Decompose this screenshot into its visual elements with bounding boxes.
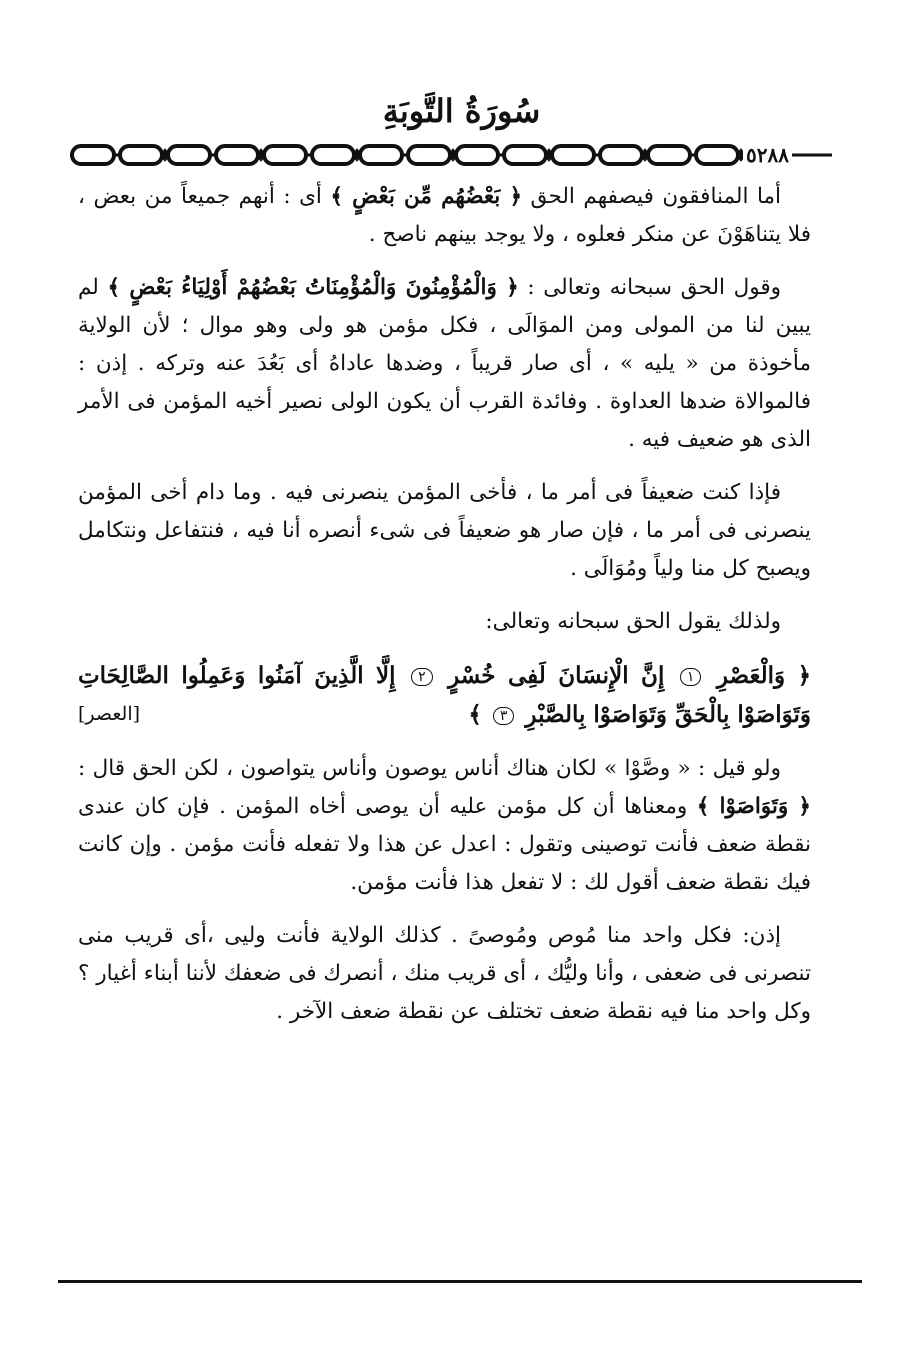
chain-link xyxy=(216,146,258,164)
paragraph-2-text-a: وقول الحق سبحانه وتعالى : xyxy=(518,275,781,300)
chain-link xyxy=(120,146,162,164)
chain-link xyxy=(168,146,210,164)
chain-link xyxy=(264,146,306,164)
paragraph-3: فإذا كنت ضعيفاً فى أمر ما ، فأخى المؤمن ينصرنى فيه . وما دام أخى المؤمن ينصرنى فى أمر ما ، فإن صار هو ضعيفاً فى شىء أنصره أنا فيه ، فنتفاعل ونتكامل ويصبح كل منا ولياً ومُوَالَى . xyxy=(78,480,811,581)
chain-link xyxy=(456,146,498,164)
paragraph-2-quote: ﴿ وَالْمُؤْمِنُونَ وَالْمُؤْمِنَاتُ بَعْضُهُمْ أَوْلِيَاءُ بَعْضٍ ﴾ xyxy=(107,275,519,300)
chain-link xyxy=(360,146,402,164)
paragraph-6: إذن: فكل واحد منا مُوص ومُوصىً . كذلك الولاية فأنت وليى ،أى قريب منى تنصرنى فى ضعفى ، وأنا وليُّك ، أى قريب منك ، أنصرك فى ضعفك لأننا أبناء أغيار ؟ وكل واحد منا فيه نقطة ضعف تختلف عن نقطة ضعف الآخر . xyxy=(78,923,811,1024)
page-body xyxy=(78,178,811,1046)
chain-link xyxy=(648,146,690,164)
paragraph-1-quote: ﴿ بَعْضُهُم مِّن بَعْضٍ ﴾ xyxy=(330,184,523,209)
paragraph-4: ولذلك يقول الحق سبحانه وتعالى: xyxy=(485,609,781,634)
paragraph-5-text-a: ولو قيل : « وصَّوْا » لكان هناك أناس يوصون وأناس يتواصون ، لكن الحق قال : xyxy=(78,756,781,781)
quran-verse-2: إِنَّ الْإِنسَانَ لَفِى خُسْرٍ xyxy=(448,662,665,689)
paragraph-1 xyxy=(78,178,811,254)
paragraph-5-quote: ﴿ وَتَوَاصَوْا ﴾ xyxy=(696,794,811,819)
paragraph-1-text-b: أى : أنهم جميعاً من بعض ، فلا يتناهَوْنَ عن منكر فعلوه ، ولا يوجد بينهم ناصح . xyxy=(78,184,811,247)
ornamental-header-band xyxy=(70,142,832,168)
chain-link xyxy=(696,146,738,164)
chain-ornament xyxy=(70,142,832,168)
ayah-number-2: ٢ xyxy=(411,668,433,686)
paragraph-5-text-b: ومعناها أن كل مؤمن عليه أن يوصى أخاه المؤمن . فإن كان عندى نقطة ضعف فأنت توصينى وتقول : اعدل عن هذا ولا تفعله فأنت مؤمن . وإن كانت فيك نقطة ضعف أقول لك : لا تفعل هذا فأنت مؤمن. xyxy=(78,794,811,895)
chain-link xyxy=(72,146,114,164)
quran-open-bracket: ﴿ xyxy=(785,662,812,689)
quran-verse-block xyxy=(78,656,811,734)
page-number: ٥٢٨٨ xyxy=(743,142,792,168)
ayah-number-1: ١ xyxy=(680,668,702,686)
chain-link xyxy=(552,146,594,164)
paragraph-1-text-a: أما المنافقون فيصفهم الحق xyxy=(522,184,781,209)
paragraph-5 xyxy=(78,750,811,902)
chain-link xyxy=(408,146,450,164)
chain-link xyxy=(312,146,354,164)
paragraph-2 xyxy=(78,269,811,459)
quran-verse-1: وَالْعَصْرِ xyxy=(716,662,786,689)
chain-link xyxy=(504,146,546,164)
bottom-rule xyxy=(58,1280,862,1283)
surah-reference: [العصر] xyxy=(78,703,141,725)
ayah-number-3: ٣ xyxy=(493,707,515,725)
quran-verse-3: إِلَّا الَّذِينَ آمَنُوا وَعَمِلُوا الصَّالِحَاتِ وَتَوَاصَوْا بِالْحَقِّ وَتَوَاصَوْا بِالصَّبْرِ xyxy=(78,662,811,728)
surah-title: سُورَةُ التَّوبَةِ xyxy=(382,92,541,130)
quran-close-bracket: ﴾ xyxy=(468,701,490,728)
paragraph-2-text-b: لم يبين لنا من المولى ومن الموَالَى ، فكل مؤمن هو ولى وهو موال ؛ لأن الولاية مأخوذة من « يليه » ، أى صار قريباً ، وضدها عاداهُ أى بَعُدَ عنه وتركه . إذن : فالموالاة ضدها العداوة . وفائدة القرب أن يكون الولى نصير أخيه المؤمن فى الأمر الذى هو ضعيف فيه . xyxy=(78,275,811,452)
chain-link xyxy=(600,146,642,164)
